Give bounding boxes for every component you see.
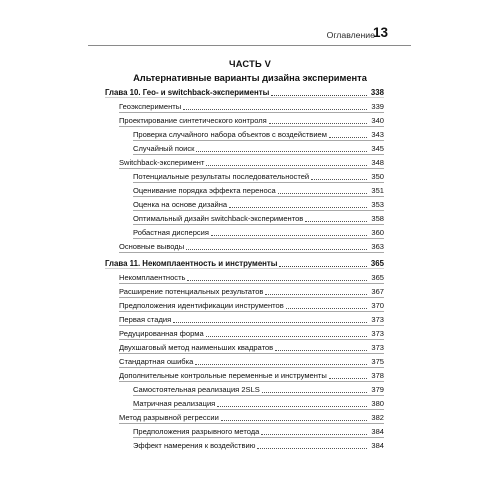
dot-leader	[271, 94, 367, 96]
toc-entry-page: 373	[371, 329, 384, 338]
toc-entry-page: 365	[370, 259, 384, 268]
toc-entry-page: 358	[371, 214, 384, 223]
row-divider	[119, 112, 384, 113]
toc-entry-page: 348	[371, 158, 384, 167]
row-divider	[119, 311, 384, 312]
toc-entry-page: 379	[371, 385, 384, 394]
toc-entry-title: Глава 11. Некомплаентность и инструменты	[105, 259, 278, 268]
dot-leader	[206, 164, 367, 166]
toc-subentry-row	[133, 143, 384, 155]
toc-entry-page: 375	[371, 357, 384, 366]
toc-entry-page: 373	[371, 343, 384, 352]
toc-subentry-row	[133, 227, 384, 239]
toc-entry-page: 338	[370, 88, 384, 97]
toc-entry-page: 343	[371, 130, 384, 139]
toc-subentry-row	[133, 185, 384, 197]
toc-entry-title: Самостоятельная реализация 2SLS	[133, 385, 260, 394]
row-divider	[133, 140, 384, 141]
toc-entry-row	[119, 272, 384, 284]
toc-entry-title: Оптимальный дизайн switchback-экспериментов	[133, 214, 304, 223]
toc-entry-title: Проектирование синтетического контроля	[119, 116, 267, 125]
dot-leader	[217, 405, 367, 407]
toc-subentry-row	[133, 384, 384, 396]
row-divider	[133, 182, 384, 183]
toc-subentry-row	[133, 213, 384, 225]
toc-entry-title: Матричная реализация	[133, 399, 216, 408]
toc-entry-page: 360	[371, 228, 384, 237]
toc-entry-title: Двухшаговый метод наименьших квадратов	[119, 343, 274, 352]
dot-leader	[305, 220, 367, 222]
row-divider	[119, 297, 384, 298]
toc-entry-page: 350	[371, 172, 384, 181]
row-divider	[105, 268, 384, 269]
toc-entry-page: 382	[371, 413, 384, 422]
toc-entry-page: 370	[371, 301, 384, 310]
toc-entry-page: 339	[371, 102, 384, 111]
row-divider	[119, 339, 384, 340]
toc-entry-title: Редуцированная форма	[119, 329, 204, 338]
toc-entry-title: Оценка на основе дизайна	[133, 200, 228, 209]
row-divider	[119, 381, 384, 382]
toc-entry-page: 353	[371, 200, 384, 209]
toc-entry-page: 363	[371, 242, 384, 251]
dot-leader	[173, 321, 367, 323]
row-divider	[119, 367, 384, 368]
toc-entry-page: 384	[371, 441, 384, 450]
toc-entry-row	[119, 241, 384, 253]
toc-entry-title: Оценивание порядка эффекта переноса	[133, 186, 276, 195]
toc-entry-title: Проверка случайного набора объектов с воздействием	[133, 130, 327, 139]
row-divider	[119, 252, 384, 253]
dot-leader	[286, 307, 367, 309]
toc-entry-page: 373	[371, 315, 384, 324]
row-divider	[119, 423, 384, 424]
toc-entry-title: Стандартная ошибка	[119, 357, 194, 366]
toc-entry-row	[119, 286, 384, 298]
toc-entry-title: Некомплаентность	[119, 273, 186, 282]
toc-entry-row	[119, 115, 384, 127]
toc-entry-title: Расширение потенциальных результатов	[119, 287, 264, 296]
toc-entry-title: Робастная дисперсия	[133, 228, 209, 237]
row-divider	[133, 154, 384, 155]
row-divider	[133, 210, 384, 211]
toc-subentry-row	[133, 171, 384, 183]
row-divider	[119, 283, 384, 284]
dot-leader	[261, 433, 367, 435]
dot-leader	[211, 234, 367, 236]
toc-entry-row	[119, 328, 384, 340]
dot-leader	[262, 391, 367, 393]
toc-entry-row	[119, 342, 384, 354]
toc-subentry-row	[133, 440, 384, 452]
row-divider	[119, 126, 384, 127]
toc-subentry-row	[133, 129, 384, 141]
toc-entry-row	[119, 356, 384, 368]
toc-subentry-row	[133, 199, 384, 211]
row-divider	[133, 224, 384, 225]
toc-subentry-row	[133, 398, 384, 410]
toc-entry-title: Метод разрывной регрессии	[119, 413, 219, 422]
toc-entry-title: Первая стадия	[119, 315, 172, 324]
toc-entry-page: 367	[371, 287, 384, 296]
dot-leader	[187, 279, 367, 281]
toc-entry-title: Предположения идентификации инструментов	[119, 301, 284, 310]
toc-entry-title: Потенциальные результаты последовательностей	[133, 172, 310, 181]
page-number: 13	[372, 25, 388, 40]
dot-leader	[257, 447, 367, 449]
toc-entry-page: 365	[371, 273, 384, 282]
dot-leader	[279, 265, 367, 267]
toc-subentry-row	[133, 426, 384, 438]
dot-leader	[221, 419, 367, 421]
toc-entry-row	[119, 157, 384, 169]
toc-entry-row	[119, 300, 384, 312]
row-divider	[133, 437, 384, 438]
running-header	[0, 27, 500, 45]
part-title: Альтернативные варианты дизайна эксперимента	[133, 73, 367, 83]
toc-entry-title: Основные выводы	[119, 242, 185, 251]
toc-entry-page: 384	[371, 427, 384, 436]
row-divider	[133, 395, 384, 396]
dot-leader	[186, 248, 367, 250]
row-divider	[133, 196, 384, 197]
dot-leader	[196, 150, 367, 152]
dot-leader	[275, 349, 367, 351]
toc-chapter-row	[105, 87, 384, 99]
dot-leader	[278, 192, 367, 194]
toc-entry-page: 380	[371, 399, 384, 408]
running-header-title: Оглавление	[326, 30, 375, 40]
dot-leader	[329, 136, 367, 138]
toc-entry-page: 340	[371, 116, 384, 125]
toc-entry-title: Switchback-эксперимент	[119, 158, 205, 167]
dot-leader	[183, 108, 367, 110]
toc-entry-row	[119, 370, 384, 382]
row-divider	[119, 353, 384, 354]
toc-entry-title: Эффект намерения к воздействию	[133, 441, 256, 450]
row-divider	[133, 238, 384, 239]
row-divider	[119, 168, 384, 169]
dot-leader	[269, 122, 367, 124]
dot-leader	[311, 178, 367, 180]
dot-leader	[229, 206, 367, 208]
toc-entry-page: 378	[371, 371, 384, 380]
toc-entry-row	[119, 101, 384, 113]
toc-entry-row	[119, 412, 384, 424]
toc-entry-title: Случайный поиск	[133, 144, 195, 153]
row-divider	[119, 325, 384, 326]
toc-entry-page: 345	[371, 144, 384, 153]
row-divider	[105, 97, 384, 98]
dot-leader	[195, 363, 367, 365]
toc-entry-page: 351	[371, 186, 384, 195]
dot-leader	[329, 377, 367, 379]
part-label: ЧАСТЬ V	[228, 59, 272, 69]
row-divider	[133, 409, 384, 410]
toc-entry-title: Дополнительные контрольные переменные и инструменты	[119, 371, 327, 380]
toc-chapter-row	[105, 258, 384, 270]
header-rule	[88, 45, 411, 46]
toc-entry-title: Геоэксперименты	[119, 102, 182, 111]
toc-entry-title: Глава 10. Гео- и switchback-эксперименты	[105, 88, 270, 97]
dot-leader	[206, 335, 367, 337]
dot-leader	[265, 293, 367, 295]
toc-entry-title: Предположения разрывного метода	[133, 427, 260, 436]
toc-entry-row	[119, 314, 384, 326]
